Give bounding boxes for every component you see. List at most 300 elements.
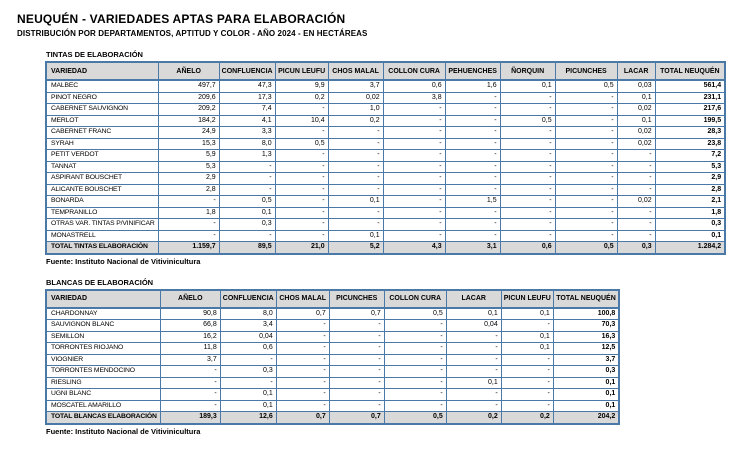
column-header: PICUNCHES: [329, 290, 384, 308]
table-row: [46, 150, 725, 162]
value-cell: 1,6: [445, 80, 500, 92]
table-row: [46, 196, 725, 208]
column-header: CONFLUENCIA: [220, 290, 276, 308]
value-cell: -: [275, 184, 328, 196]
value-cell: -: [276, 400, 329, 412]
value-cell: -: [501, 400, 553, 412]
value-cell: -: [555, 184, 617, 196]
value-cell: 217,6: [655, 104, 725, 116]
value-cell: -: [555, 138, 617, 150]
value-cell: -: [276, 366, 329, 378]
variety-cell: CHARDONNAY: [46, 308, 160, 320]
value-cell: 28,3: [655, 127, 725, 139]
value-cell: 0,2: [501, 412, 553, 424]
value-cell: 0,3: [553, 366, 619, 378]
variety-cell: PETIT VERDOT: [46, 150, 158, 162]
variety-cell: SAUVIGNON BLANC: [46, 320, 160, 332]
value-cell: -: [446, 366, 501, 378]
column-header: TOTAL NEUQUÉN: [655, 62, 725, 80]
table-row: [46, 173, 725, 185]
column-header: COLLON CURA: [384, 290, 446, 308]
value-cell: 21,0: [275, 242, 328, 254]
value-cell: 3,7: [160, 354, 220, 366]
table-row: [46, 161, 725, 173]
value-cell: 17,3: [219, 92, 275, 104]
value-cell: -: [446, 343, 501, 355]
value-cell: -: [329, 354, 384, 366]
value-cell: -: [555, 150, 617, 162]
value-cell: -: [383, 207, 445, 219]
value-cell: 0,02: [617, 138, 655, 150]
value-cell: 3,7: [328, 80, 383, 92]
value-cell: 0,3: [219, 219, 275, 231]
source-note-blancas: Fuente: Instituto Nacional de Vitivinicultura: [46, 426, 201, 436]
value-cell: 1,8: [655, 207, 725, 219]
value-cell: 3,1: [445, 242, 500, 254]
value-cell: -: [328, 219, 383, 231]
value-cell: -: [500, 196, 555, 208]
value-cell: -: [500, 230, 555, 242]
variety-cell: PINOT NEGRO: [46, 92, 158, 104]
value-cell: 209,6: [158, 92, 219, 104]
table-row: [46, 207, 725, 219]
variety-cell: VIOGNIER: [46, 354, 160, 366]
value-cell: -: [555, 219, 617, 231]
header-row: [46, 290, 619, 308]
value-cell: -: [329, 331, 384, 343]
value-cell: 0,3: [220, 366, 276, 378]
value-cell: 0,1: [220, 389, 276, 401]
value-cell: 2,1: [655, 196, 725, 208]
value-cell: 0,02: [617, 104, 655, 116]
variety-cell: TOTAL TINTAS ELABORACIÓN: [46, 242, 158, 254]
value-cell: 12,5: [553, 343, 619, 355]
column-header: CHOS MALAL: [276, 290, 329, 308]
value-cell: -: [555, 161, 617, 173]
value-cell: 16,2: [160, 331, 220, 343]
page-title: NEUQUÉN - VARIEDADES APTAS PARA ELABORACIÓN: [17, 12, 346, 26]
value-cell: 0,5: [384, 308, 446, 320]
value-cell: -: [445, 230, 500, 242]
table-row: [46, 92, 725, 104]
value-cell: -: [383, 184, 445, 196]
value-cell: -: [500, 184, 555, 196]
value-cell: 0,7: [276, 308, 329, 320]
value-cell: 0,04: [446, 320, 501, 332]
value-cell: 0,7: [276, 412, 329, 424]
table-row: [46, 80, 725, 92]
column-header: PICUN LEUFU: [501, 290, 553, 308]
value-cell: -: [383, 196, 445, 208]
value-cell: -: [555, 196, 617, 208]
value-cell: 3,4: [220, 320, 276, 332]
value-cell: 0,03: [617, 80, 655, 92]
value-cell: -: [445, 207, 500, 219]
value-cell: -: [384, 389, 446, 401]
value-cell: 0,1: [446, 308, 501, 320]
value-cell: 0,1: [553, 400, 619, 412]
column-header: LACAR: [446, 290, 501, 308]
value-cell: 0,2: [446, 412, 501, 424]
value-cell: -: [617, 219, 655, 231]
value-cell: -: [158, 196, 219, 208]
value-cell: -: [160, 366, 220, 378]
value-cell: -: [275, 161, 328, 173]
value-cell: -: [555, 127, 617, 139]
variety-cell: TANNAT: [46, 161, 158, 173]
value-cell: 0,7: [329, 412, 384, 424]
value-cell: 7,2: [655, 150, 725, 162]
value-cell: -: [555, 92, 617, 104]
value-cell: 0,1: [553, 377, 619, 389]
variety-cell: OTRAS VAR. TINTAS P/VINIFICAR: [46, 219, 158, 231]
value-cell: 10,4: [275, 115, 328, 127]
value-cell: 0,5: [275, 138, 328, 150]
value-cell: -: [276, 331, 329, 343]
variety-cell: CABERNET FRANC: [46, 127, 158, 139]
value-cell: -: [384, 377, 446, 389]
variety-cell: CABERNET SAUVIGNON: [46, 104, 158, 116]
value-cell: -: [617, 173, 655, 185]
variety-cell: ASPIRANT BOUSCHET: [46, 173, 158, 185]
value-cell: 3,8: [383, 92, 445, 104]
value-cell: 204,2: [553, 412, 619, 424]
table-row: [46, 343, 619, 355]
value-cell: -: [500, 219, 555, 231]
value-cell: 0,6: [383, 80, 445, 92]
column-header: ÑORQUIN: [500, 62, 555, 80]
value-cell: -: [501, 366, 553, 378]
value-cell: -: [445, 115, 500, 127]
value-cell: -: [383, 173, 445, 185]
table-row: [46, 230, 725, 242]
tintas-table-container: [45, 61, 730, 255]
value-cell: 0,5: [384, 412, 446, 424]
value-cell: -: [328, 127, 383, 139]
column-header: PICUN LEUFU: [275, 62, 328, 80]
value-cell: -: [219, 173, 275, 185]
value-cell: -: [445, 161, 500, 173]
value-cell: -: [219, 184, 275, 196]
value-cell: -: [500, 173, 555, 185]
value-cell: -: [445, 184, 500, 196]
value-cell: -: [329, 320, 384, 332]
value-cell: 0,6: [220, 343, 276, 355]
value-cell: -: [160, 389, 220, 401]
value-cell: -: [617, 207, 655, 219]
source-note-tintas: Fuente: Instituto Nacional de Vitivinicultura: [46, 256, 201, 266]
blancas-section: [45, 278, 730, 436]
value-cell: 100,8: [553, 308, 619, 320]
value-cell: 5,3: [655, 161, 725, 173]
table-row: [46, 400, 619, 412]
variety-cell: TEMPRANILLO: [46, 207, 158, 219]
value-cell: -: [555, 104, 617, 116]
value-cell: 0,1: [220, 400, 276, 412]
value-cell: -: [617, 150, 655, 162]
value-cell: 1,3: [219, 150, 275, 162]
value-cell: 4,1: [219, 115, 275, 127]
value-cell: -: [501, 389, 553, 401]
value-cell: -: [446, 389, 501, 401]
value-cell: -: [276, 377, 329, 389]
value-cell: -: [384, 354, 446, 366]
value-cell: 184,2: [158, 115, 219, 127]
value-cell: -: [383, 104, 445, 116]
column-header: CHOS MALAL: [328, 62, 383, 80]
value-cell: -: [617, 184, 655, 196]
value-cell: 0,5: [500, 115, 555, 127]
value-cell: -: [617, 161, 655, 173]
value-cell: -: [275, 150, 328, 162]
value-cell: -: [384, 320, 446, 332]
value-cell: -: [500, 138, 555, 150]
value-cell: 3,7: [553, 354, 619, 366]
table-row: [46, 308, 619, 320]
value-cell: -: [500, 207, 555, 219]
value-cell: 0,1: [501, 331, 553, 343]
value-cell: -: [219, 161, 275, 173]
value-cell: -: [500, 104, 555, 116]
value-cell: -: [158, 219, 219, 231]
value-cell: -: [500, 92, 555, 104]
variety-cell: UGNI BLANC: [46, 389, 160, 401]
value-cell: 0,1: [328, 230, 383, 242]
value-cell: -: [220, 354, 276, 366]
value-cell: 3,3: [219, 127, 275, 139]
value-cell: -: [276, 343, 329, 355]
value-cell: -: [160, 377, 220, 389]
value-cell: -: [555, 230, 617, 242]
value-cell: -: [275, 104, 328, 116]
value-cell: 2,8: [655, 184, 725, 196]
value-cell: 0,1: [328, 196, 383, 208]
value-cell: -: [275, 230, 328, 242]
column-header: LACAR: [617, 62, 655, 80]
variety-cell: TORRONTES MENDOCINO: [46, 366, 160, 378]
value-cell: 8,0: [219, 138, 275, 150]
value-cell: 2,9: [655, 173, 725, 185]
table-row: [46, 184, 725, 196]
value-cell: -: [383, 150, 445, 162]
header-row: [46, 62, 725, 80]
value-cell: 0,1: [219, 207, 275, 219]
column-header: PEHUENCHES: [445, 62, 500, 80]
value-cell: 0,02: [617, 127, 655, 139]
value-cell: 12,6: [220, 412, 276, 424]
value-cell: -: [445, 219, 500, 231]
value-cell: -: [328, 173, 383, 185]
column-header: VARIEDAD: [46, 290, 160, 308]
value-cell: 209,2: [158, 104, 219, 116]
value-cell: -: [329, 343, 384, 355]
value-cell: 0,5: [555, 242, 617, 254]
table-row: [46, 354, 619, 366]
value-cell: -: [445, 104, 500, 116]
tintas-section: [45, 50, 730, 266]
value-cell: -: [160, 400, 220, 412]
value-cell: 1,0: [328, 104, 383, 116]
value-cell: 9,9: [275, 80, 328, 92]
value-cell: 23,8: [655, 138, 725, 150]
value-cell: 199,5: [655, 115, 725, 127]
column-header: AÑELO: [160, 290, 220, 308]
value-cell: 15,3: [158, 138, 219, 150]
value-cell: -: [383, 138, 445, 150]
value-cell: 11,8: [160, 343, 220, 355]
variety-cell: MOSCATEL AMARILLO: [46, 400, 160, 412]
variety-cell: SEMILLON: [46, 331, 160, 343]
value-cell: 66,8: [160, 320, 220, 332]
value-cell: -: [446, 331, 501, 343]
value-cell: -: [500, 127, 555, 139]
value-cell: 0,3: [617, 242, 655, 254]
value-cell: 0,5: [555, 80, 617, 92]
value-cell: 0,1: [655, 230, 725, 242]
value-cell: -: [501, 377, 553, 389]
column-header: AÑELO: [158, 62, 219, 80]
value-cell: -: [446, 400, 501, 412]
value-cell: -: [328, 184, 383, 196]
value-cell: 0,04: [220, 331, 276, 343]
value-cell: -: [500, 161, 555, 173]
table-row: [46, 331, 619, 343]
table-row: [46, 219, 725, 231]
value-cell: -: [445, 150, 500, 162]
value-cell: -: [329, 377, 384, 389]
value-cell: 231,1: [655, 92, 725, 104]
value-cell: -: [445, 138, 500, 150]
value-cell: -: [329, 366, 384, 378]
value-cell: 4,3: [383, 242, 445, 254]
value-cell: -: [276, 320, 329, 332]
variety-cell: RIESLING: [46, 377, 160, 389]
table-row: [46, 138, 725, 150]
value-cell: 90,8: [160, 308, 220, 320]
value-cell: 89,5: [219, 242, 275, 254]
value-cell: -: [158, 230, 219, 242]
value-cell: -: [383, 161, 445, 173]
data-table: [45, 289, 620, 425]
value-cell: 0,1: [500, 80, 555, 92]
variety-cell: TORRONTES RIOJANO: [46, 343, 160, 355]
value-cell: -: [329, 389, 384, 401]
value-cell: -: [275, 196, 328, 208]
total-row: [46, 412, 619, 424]
table-row: [46, 104, 725, 116]
value-cell: -: [384, 366, 446, 378]
variety-cell: ALICANTE BOUSCHET: [46, 184, 158, 196]
value-cell: 0,6: [500, 242, 555, 254]
value-cell: 8,0: [220, 308, 276, 320]
value-cell: -: [383, 219, 445, 231]
value-cell: -: [219, 230, 275, 242]
value-cell: -: [555, 115, 617, 127]
variety-cell: MONASTRELL: [46, 230, 158, 242]
value-cell: 5,2: [328, 242, 383, 254]
section-label-tintas: TINTAS DE ELABORACIÓN: [46, 50, 143, 59]
blancas-table-container: [45, 289, 730, 425]
variety-cell: BONARDA: [46, 196, 158, 208]
value-cell: 1.159,7: [158, 242, 219, 254]
table-row: [46, 115, 725, 127]
value-cell: 0,02: [328, 92, 383, 104]
value-cell: -: [501, 320, 553, 332]
value-cell: -: [500, 150, 555, 162]
page-subtitle: DISTRIBUCIÓN POR DEPARTAMENTOS, APTITUD Y COLOR - AÑO 2024 - EN HECTÁREAS: [17, 29, 368, 38]
total-row: [46, 242, 725, 254]
value-cell: 70,3: [553, 320, 619, 332]
value-cell: -: [275, 173, 328, 185]
value-cell: 1,5: [445, 196, 500, 208]
value-cell: 0,1: [446, 377, 501, 389]
value-cell: 2,8: [158, 184, 219, 196]
value-cell: -: [275, 219, 328, 231]
value-cell: -: [220, 377, 276, 389]
variety-cell: MERLOT: [46, 115, 158, 127]
value-cell: 5,3: [158, 161, 219, 173]
value-cell: 0,7: [329, 308, 384, 320]
value-cell: -: [328, 161, 383, 173]
column-header: CONFLUENCIA: [219, 62, 275, 80]
variety-cell: SYRAH: [46, 138, 158, 150]
value-cell: -: [275, 207, 328, 219]
value-cell: 0,2: [275, 92, 328, 104]
column-header: COLLON CURA: [383, 62, 445, 80]
table-row: [46, 320, 619, 332]
value-cell: 7,4: [219, 104, 275, 116]
value-cell: 0,1: [617, 115, 655, 127]
value-cell: -: [328, 138, 383, 150]
table-row: [46, 389, 619, 401]
value-cell: 0,1: [501, 343, 553, 355]
value-cell: -: [384, 331, 446, 343]
value-cell: -: [383, 127, 445, 139]
value-cell: -: [328, 207, 383, 219]
column-header: TOTAL NEUQUÉN: [553, 290, 619, 308]
table-row: [46, 127, 725, 139]
value-cell: 497,7: [158, 80, 219, 92]
value-cell: 5,9: [158, 150, 219, 162]
value-cell: 16,3: [553, 331, 619, 343]
column-header: VARIEDAD: [46, 62, 158, 80]
value-cell: -: [384, 400, 446, 412]
value-cell: -: [501, 354, 553, 366]
value-cell: -: [383, 230, 445, 242]
value-cell: 2,9: [158, 173, 219, 185]
value-cell: -: [276, 354, 329, 366]
variety-cell: TOTAL BLANCAS ELABORACIÓN: [46, 412, 160, 424]
value-cell: -: [445, 92, 500, 104]
data-table: [45, 61, 726, 255]
value-cell: 1.284,2: [655, 242, 725, 254]
value-cell: -: [617, 230, 655, 242]
value-cell: 0,1: [617, 92, 655, 104]
value-cell: 0,5: [219, 196, 275, 208]
variety-cell: MALBEC: [46, 80, 158, 92]
value-cell: -: [383, 115, 445, 127]
value-cell: -: [276, 389, 329, 401]
value-cell: -: [446, 354, 501, 366]
value-cell: -: [445, 173, 500, 185]
value-cell: 1,8: [158, 207, 219, 219]
value-cell: -: [329, 400, 384, 412]
value-cell: -: [445, 127, 500, 139]
value-cell: 0,2: [328, 115, 383, 127]
value-cell: -: [275, 127, 328, 139]
value-cell: 47,3: [219, 80, 275, 92]
value-cell: -: [555, 207, 617, 219]
